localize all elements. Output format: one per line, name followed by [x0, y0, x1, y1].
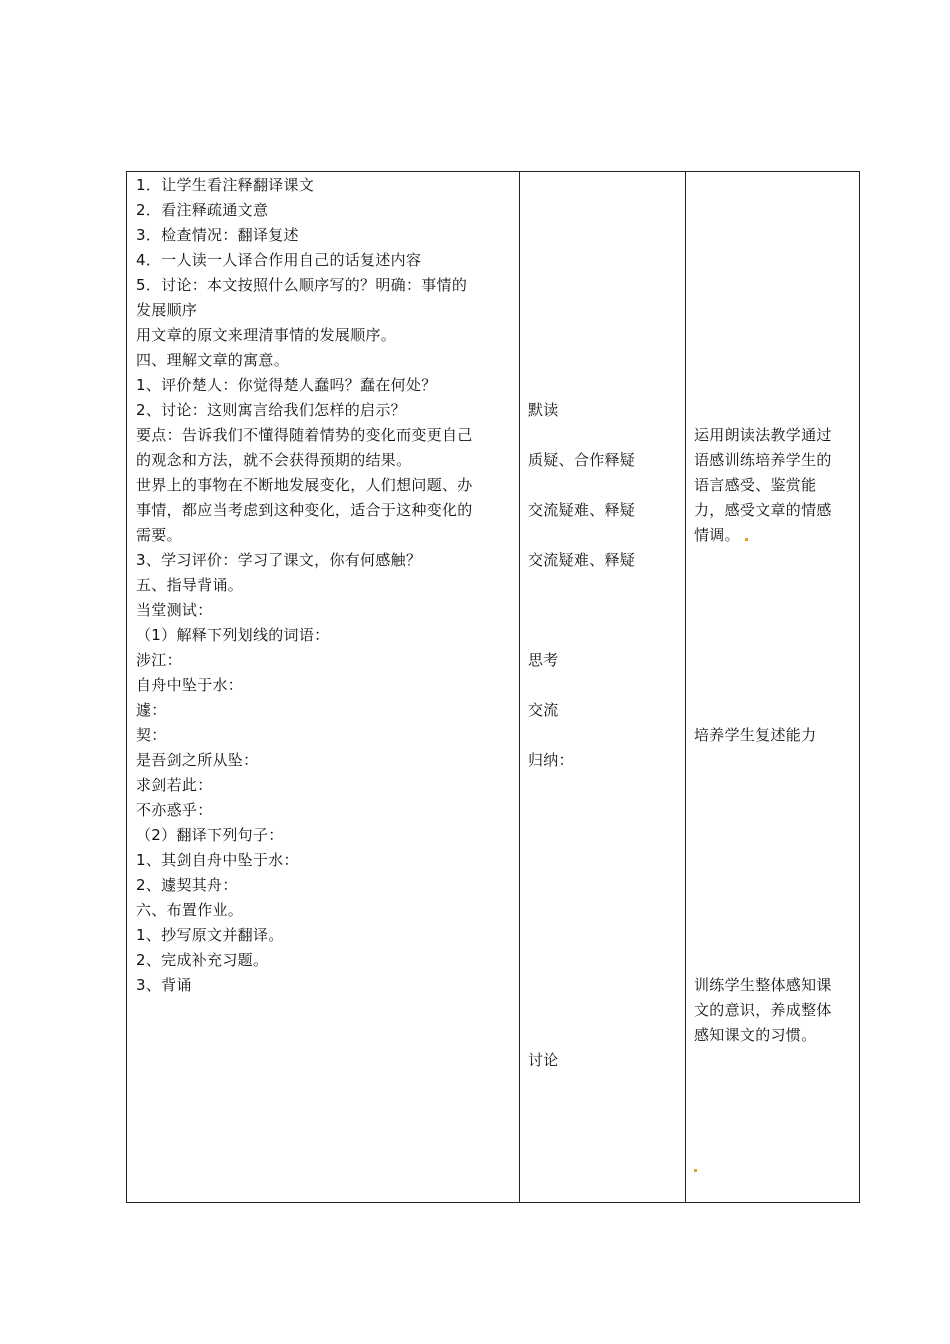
column-divider — [519, 172, 520, 1202]
activity-line: 讨论 — [528, 1051, 559, 1069]
step-line: （1）解释下列划线的词语： — [136, 626, 330, 644]
step-line: 1．让学生看注释翻译课文 — [136, 176, 315, 194]
purpose-line: 训练学生整体感知课 — [694, 976, 832, 994]
decorative-dot — [745, 538, 748, 541]
purpose-line: 文的意识，养成整体 — [694, 1001, 832, 1019]
step-line: 2、讨论：这则寓言给我们怎样的启示？ — [136, 401, 406, 419]
step-line: 2、完成补充习题。 — [136, 951, 269, 969]
step-line: 求剑若此： — [136, 776, 213, 794]
purpose-line: 情调。 — [694, 526, 740, 544]
step-line: 3．检查情况：翻译复述 — [136, 226, 299, 244]
step-line: 六、布置作业。 — [136, 901, 244, 919]
activity-line: 思考 — [528, 651, 559, 669]
column-divider — [685, 172, 686, 1202]
purpose-line: 语言感受、鉴赏能 — [694, 476, 817, 494]
lesson-plan-table — [126, 171, 860, 1203]
step-line: 发展顺序 — [136, 301, 198, 319]
step-line: （2）翻译下列句子： — [136, 826, 284, 844]
step-line: 1、评价楚人：你觉得楚人蠢吗？蠢在何处？ — [136, 376, 437, 394]
step-line: 5．讨论：本文按照什么顺序写的？明确：事情的 — [136, 276, 468, 294]
activity-line: 归纳： — [528, 751, 574, 769]
activity-line: 交流疑难、释疑 — [528, 501, 636, 519]
step-line: 事情，都应当考虑到这种变化，适合于这种变化的 — [136, 501, 473, 519]
step-line: 的观念和方法，就不会获得预期的结果。 — [136, 451, 412, 469]
step-line: 是吾剑之所从坠： — [136, 751, 259, 769]
step-line: 遽： — [136, 701, 167, 719]
activity-line: 交流疑难、释疑 — [528, 551, 636, 569]
step-line: 2、遽契其舟： — [136, 876, 238, 894]
step-line: 4．一人读一人译合作用自己的话复述内容 — [136, 251, 422, 269]
step-line: 2．看注释疏通文意 — [136, 201, 269, 219]
step-line: 涉江： — [136, 651, 182, 669]
step-line: 1、其剑自舟中坠于水： — [136, 851, 299, 869]
purpose-line: 力，感受文章的情感 — [694, 501, 832, 519]
step-line: 需要。 — [136, 526, 182, 544]
activity-line: 默读 — [528, 401, 559, 419]
purpose-line: 培养学生复述能力 — [694, 726, 817, 744]
step-line: 1、抄写原文并翻译。 — [136, 926, 284, 944]
step-line: 五、指导背诵。 — [136, 576, 244, 594]
step-line: 3、学习评价：学习了课文，你有何感触？ — [136, 551, 422, 569]
step-line: 用文章的原文来理清事情的发展顺序。 — [136, 326, 397, 344]
activity-line: 交流 — [528, 701, 559, 719]
activity-line: 质疑、合作释疑 — [528, 451, 636, 469]
purpose-line: 运用朗读法教学通过 — [694, 426, 832, 444]
decorative-dot — [694, 1169, 697, 1172]
purpose-line: 感知课文的习惯。 — [694, 1026, 817, 1044]
step-line: 自舟中坠于水： — [136, 676, 244, 694]
step-line: 当堂测试： — [136, 601, 213, 619]
purpose-line: 语感训练培养学生的 — [694, 451, 832, 469]
step-line: 3、背诵 — [136, 976, 192, 994]
step-line: 世界上的事物在不断地发展变化，人们想问题、办 — [136, 476, 473, 494]
step-line: 要点：告诉我们不懂得随着情势的变化而变更自己 — [136, 426, 473, 444]
step-line: 契： — [136, 726, 167, 744]
step-line: 四、理解文章的寓意。 — [136, 351, 290, 369]
step-line: 不亦惑乎： — [136, 801, 213, 819]
